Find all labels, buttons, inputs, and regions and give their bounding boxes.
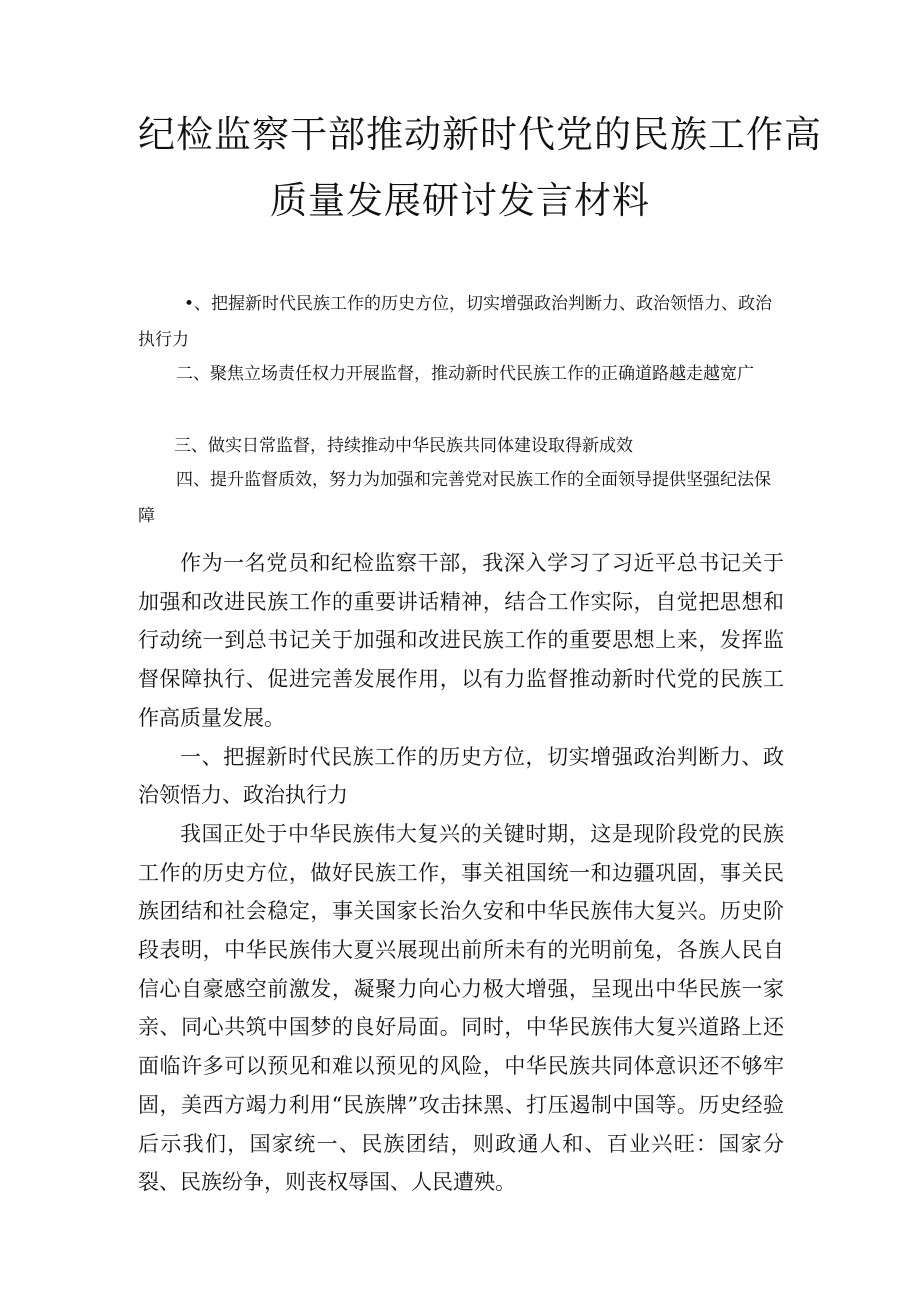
outline-item-2: 二、聚焦立场责任权力开展监督，推动新时代民族工作的正确道路越走越宽广 [176,364,754,384]
outline-list [138,286,782,358]
outline-list-4 [138,462,782,534]
body-paragraph-intro: 作为一名党员和纪检监察干部，我深入学习了习近平总书记关于加强和改进民族工作的重要讲话精神，结合工作实际，自觉把思想和行动统一到总书记关于加强和改进民族工作的重要思想上来，发挥监督保障执行、促进完善发展作用，以有力监督推动新时代党的民族工作高质量发展。 [138,551,784,730]
document-title-line-1: 纪检监察干部推动新时代党的民族工作高 [138,113,822,156]
body-paragraph-section-1: 我国正处于中华民族伟大复兴的关键时期，这是现阶段党的民族工作的历史方位，做好民族工作，事关祖国统一和边疆巩固，事关民族团结和社会稳定，事关国家长治久安和中华民族伟大复兴。历史阶段表明，中华民族伟大夏兴展现出前所未有的光明前兔，各族人民自信心自豪感空前激发，凝聚力向心力极大增强，呈现出中华民族一家亲、同心共筑中国梦的良好局面。同时，中华民族伟大复兴道路上还面临许多可以预见和难以预见的风险，中华民族共同体意识还不够牢固，美西方竭力利用“民族牌”攻击抹黑、打压遏制中国等。历史经验后示我们，国家统一、民族团结，则政通人和、百业兴旺：国家分裂、民族纷争，则丧权辱国、人民遭殃。 [138,821,784,1195]
outline-item-4: 四、提升监督质效，努力为加强和完善党对民族工作的全面领导提供坚强纪法保障 [138,470,771,526]
outline-list-2 [138,356,782,392]
document-title-line-2: 质量发展研讨发言材料 [270,179,650,222]
outline-item-1: •、把握新时代民族工作的历史方位，切实增强政治判断力、政治领悟力、政治执行力 [138,294,773,350]
document-body [138,544,784,1202]
outline-item-3: 三、做实日常监督，持续推动中华民族共同体建设取得新成效 [174,436,633,456]
section-heading-1: 一、把握新时代民族工作的历史方位，切实增强政治判断力、政治领悟力、政治执行力 [138,744,784,808]
outline-list-3 [138,428,782,464]
